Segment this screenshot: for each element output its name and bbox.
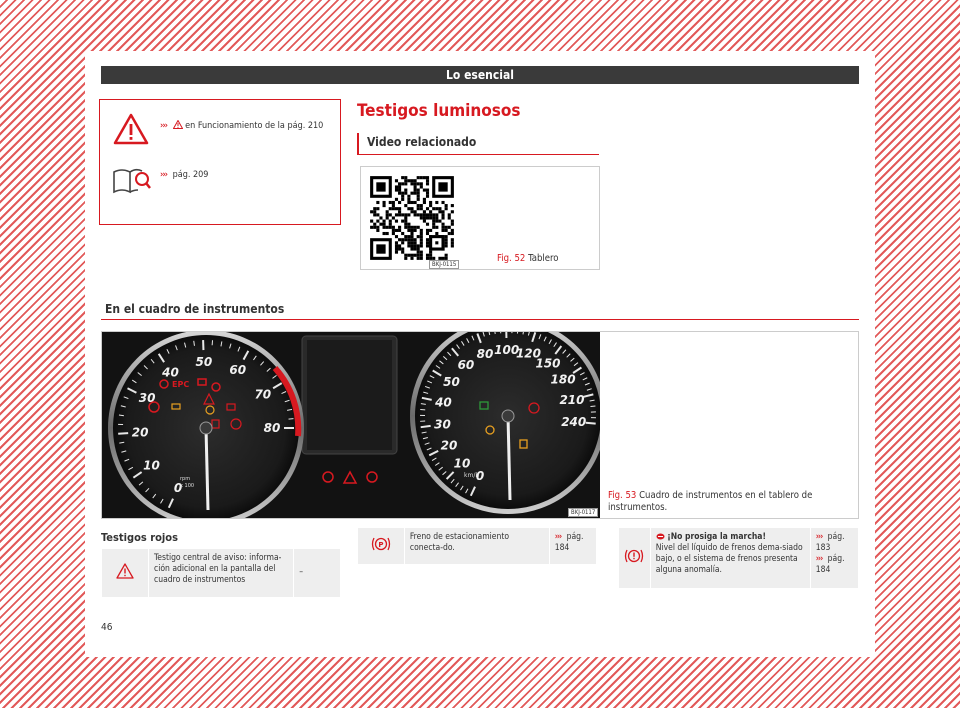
book-magnifier-icon — [112, 162, 152, 196]
gauge-tick-label: 180 — [550, 372, 576, 387]
figure-caption — [497, 253, 559, 264]
warning-triangle-icon — [112, 112, 150, 146]
icon-cell — [102, 549, 149, 598]
gauge-tick-label: 0 — [475, 468, 485, 483]
gauge-tick-label: 40 — [435, 395, 452, 410]
rpm-multiplier-label: x 100 — [180, 483, 195, 489]
gauge-tick — [289, 419, 294, 420]
ref-link-text: en Funcionamiento de la pág. 210 — [185, 121, 324, 131]
rpm-gauge — [108, 332, 304, 518]
instrument-cluster-photo — [102, 332, 600, 518]
reference-cell[interactable] — [549, 528, 596, 565]
reference-box — [99, 99, 341, 225]
gauge-tick-label: 10 — [453, 456, 471, 471]
manual-page — [85, 51, 875, 657]
icon-cell — [358, 528, 405, 565]
warning-triangle-icon — [116, 563, 134, 579]
figure-number: Fig. 52 — [497, 253, 526, 264]
gauge-tick — [194, 341, 195, 346]
table-row — [358, 528, 597, 565]
gauge-tick-label: 100 — [494, 343, 520, 358]
section-heading: En el cuadro de instrumentos — [101, 302, 859, 320]
reference-cell[interactable] — [810, 528, 858, 589]
ref-arrows: ››› — [160, 121, 168, 131]
description-cell: Freno de estacionamiento conecta-do. — [404, 528, 549, 565]
rpm-unit-label: rpm — [180, 476, 191, 482]
figure-label-line2: instrumentos. — [608, 501, 668, 513]
gauge-tick-label: 40 — [162, 365, 179, 380]
figure-number: Fig. 53 — [608, 490, 637, 501]
gauge-tick-label: 50 — [443, 374, 460, 389]
table-row — [102, 549, 341, 598]
description-text: Nivel del líquido de frenos dema-siado bajo, o el sistema de frenos presenta alguna anomalía. — [655, 543, 803, 576]
table-title: Testigos rojos — [101, 531, 178, 544]
ref-link-text: pág. 183 — [815, 532, 845, 554]
gauge-tick-label: 210 — [559, 392, 585, 407]
gauge-tick-label: 20 — [440, 438, 458, 453]
page-header: Lo esencial — [101, 66, 859, 84]
gauge-tick-label: 80 — [476, 347, 494, 362]
ref-link-text: pág. 184 — [815, 554, 845, 576]
gauge-tick-label: 20 — [131, 425, 149, 440]
figure-52 — [360, 166, 600, 270]
gauge-tick — [590, 406, 595, 407]
figure-caption — [608, 490, 853, 514]
gauge-tick — [118, 433, 128, 434]
ref-row-manual — [100, 158, 340, 198]
gauge-tick-label: 150 — [535, 356, 561, 371]
description-heading: ¡No prosiga la marcha! — [667, 532, 766, 542]
instrument-cluster-drawing — [102, 332, 600, 518]
ref-arrows: ››› — [160, 170, 168, 180]
ref-row-warning — [100, 108, 340, 148]
svg-text:P: P — [378, 540, 384, 549]
reference-cell: – — [294, 549, 341, 598]
gauge-tick-label: 10 — [143, 458, 160, 473]
gauge-tick-label: 240 — [561, 414, 587, 429]
buzzer-icon — [656, 533, 665, 540]
warning-table-2 — [357, 527, 597, 565]
figure-tag: BKJ-0117 — [568, 508, 598, 517]
epc-lamp: EPC — [172, 380, 190, 389]
gauge-tick — [586, 423, 596, 424]
gauge-tick-label: 0 — [173, 480, 183, 495]
figure-tag: BKJ-0115 — [429, 260, 459, 269]
gauge-tick — [421, 404, 426, 405]
small-warning-icon — [173, 120, 183, 129]
figure-label: Tablero — [528, 253, 559, 264]
brake-warning-icon — [623, 548, 645, 564]
gauge-tick-label: 30 — [434, 417, 451, 432]
page-number: 46 — [101, 622, 113, 633]
video-subtitle: Video relacionado — [357, 133, 599, 155]
speed-needle — [508, 416, 510, 500]
gauge-tick-label: 60 — [457, 358, 475, 373]
gauge-tick — [421, 426, 431, 427]
rpm-needle — [206, 428, 208, 510]
table-row — [619, 528, 859, 589]
ref-text-warning[interactable] — [160, 120, 323, 131]
warning-table-1 — [101, 548, 341, 598]
ref-arrows: ››› — [815, 532, 823, 542]
ref-link-text: pág. 184 — [554, 532, 584, 554]
figure-53 — [101, 331, 859, 519]
warning-table-3 — [618, 527, 859, 589]
parking-brake-icon — [370, 536, 392, 552]
gauge-tick — [517, 332, 518, 334]
icon-cell — [619, 528, 651, 589]
gauge-tick-label: 30 — [138, 391, 156, 406]
description-cell: Testigo central de aviso: informa-ción adicional en la pantalla del cuadro de instrumentos — [149, 549, 294, 598]
ref-arrows: ››› — [554, 532, 562, 542]
section-title: Testigos luminosos — [357, 101, 521, 121]
speed-unit-label: km/h — [464, 472, 480, 479]
ref-text-manual[interactable] — [160, 170, 208, 180]
gauge-tick-label: 60 — [229, 363, 247, 378]
gauge-tick-label: 50 — [195, 355, 213, 370]
figure-label-line1: Cuadro de instrumentos en el tablero de — [639, 490, 813, 501]
ref-arrows: ››› — [815, 554, 823, 565]
qr-code[interactable] — [367, 173, 457, 263]
ref-link-text: pág. 209 — [172, 170, 209, 180]
gauge-tick-label: 70 — [254, 387, 272, 402]
gauge-tick-label: 120 — [515, 346, 542, 361]
gauge-tick-label: 80 — [263, 421, 281, 435]
description-cell — [650, 528, 810, 589]
